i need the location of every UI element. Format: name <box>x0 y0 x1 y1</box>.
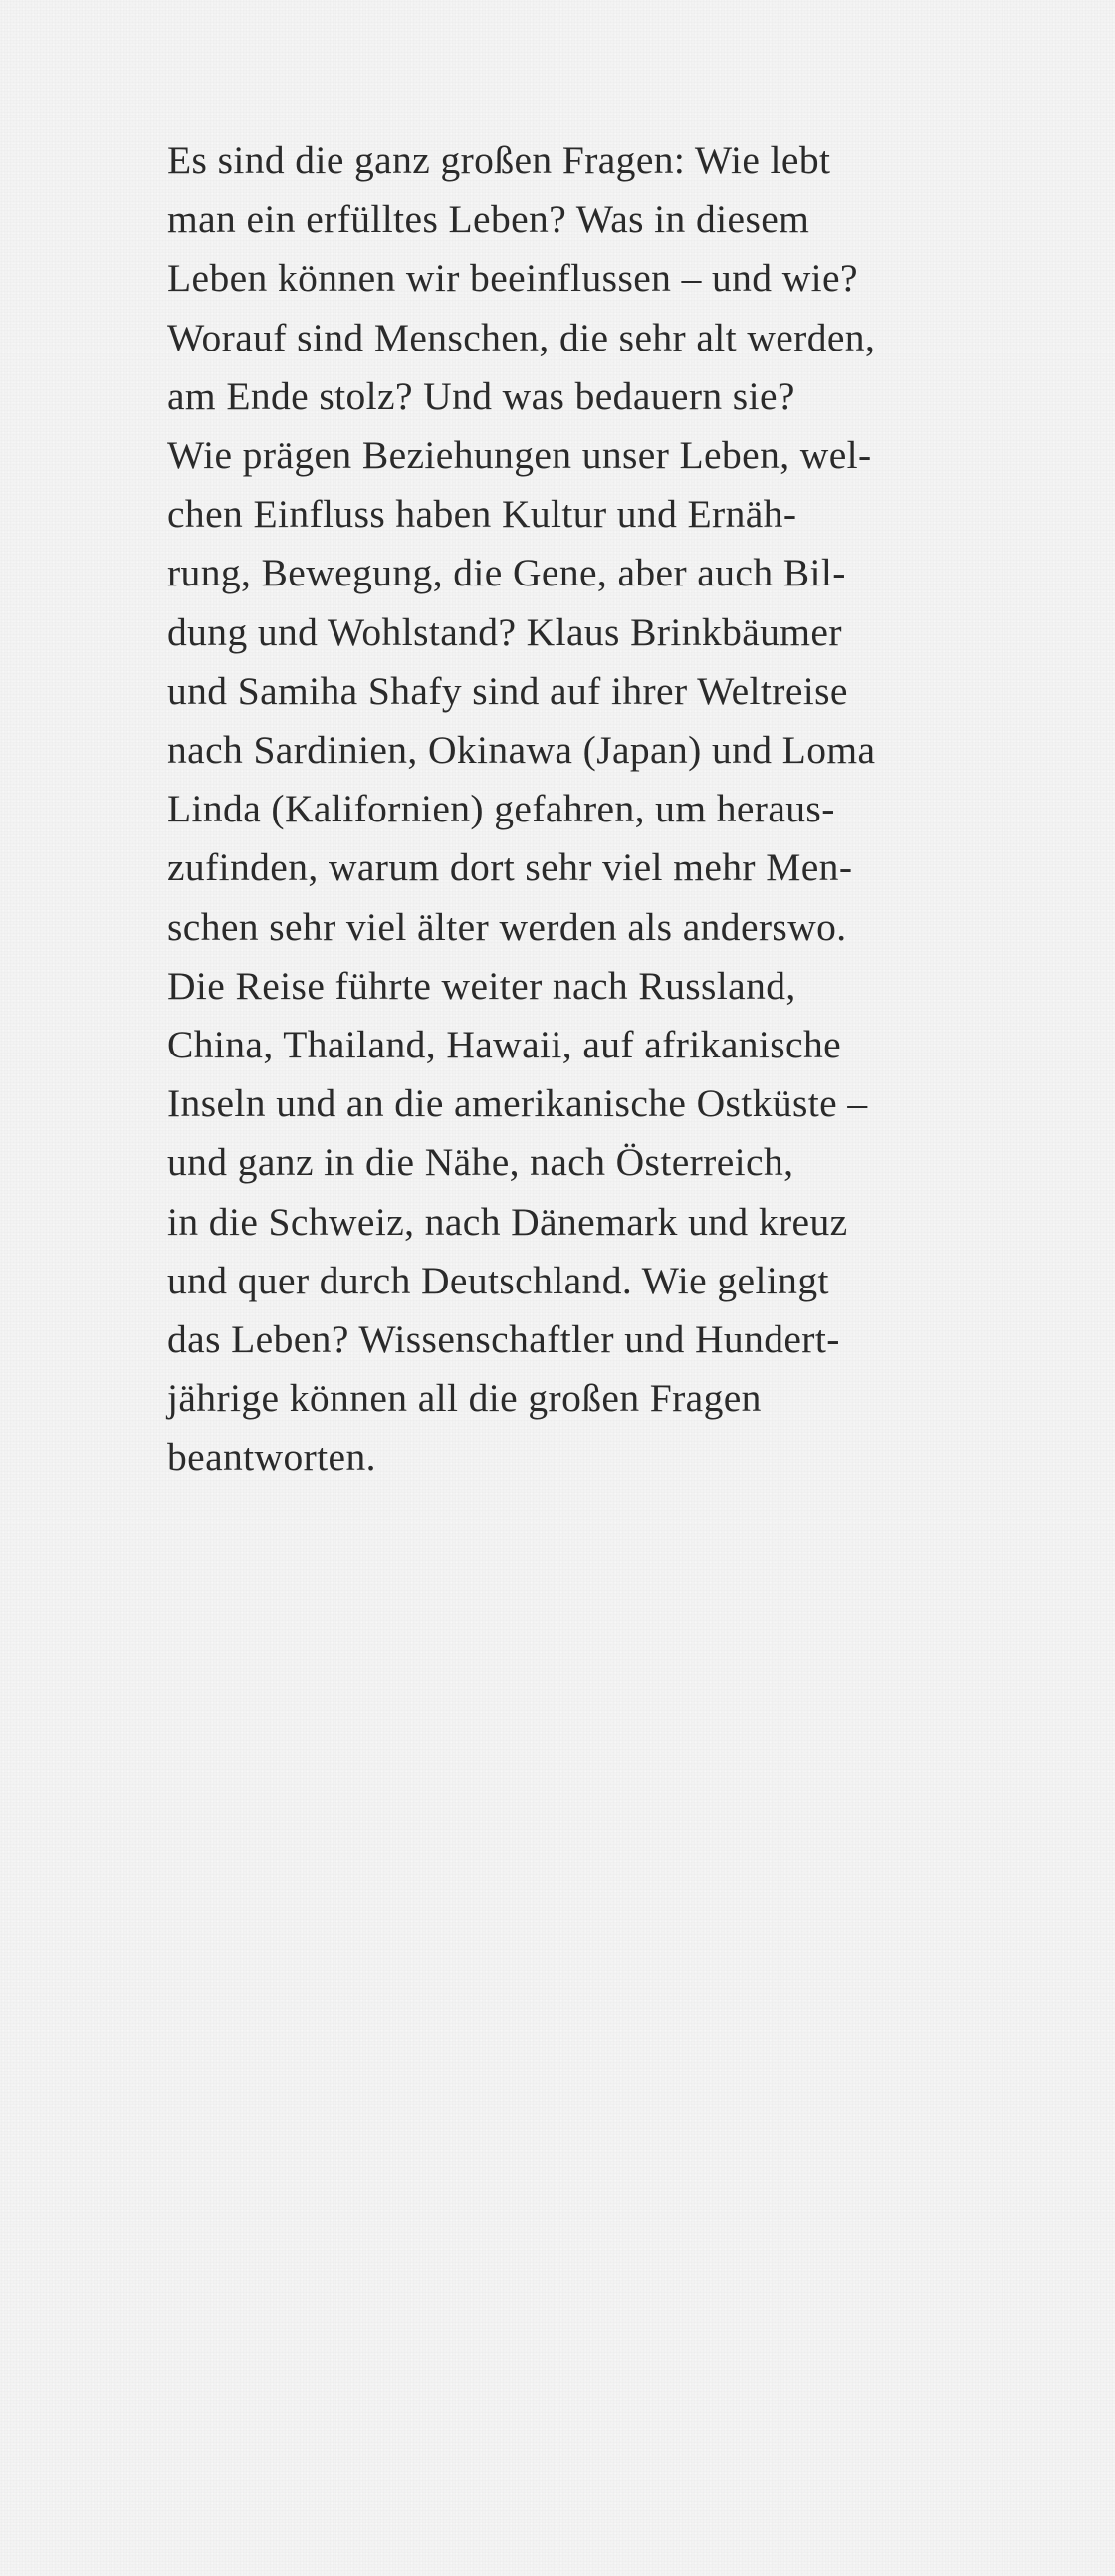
blurb-line: chen Einfluss haben Kultur und Ernäh- <box>167 492 797 537</box>
blurb-line: und Samiha Shafy sind auf ihrer Weltreise <box>167 668 848 713</box>
blurb-line: jährige können all die großen Fragen <box>167 1376 762 1421</box>
blurb-line: dung und Wohlstand? Klaus Brinkbäumer <box>167 609 842 654</box>
blurb-line: Inseln und an die amerikanische Ostküste – <box>167 1081 868 1126</box>
blurb-line: und quer durch Deutschland. Wie gelingt <box>167 1258 829 1302</box>
blurb-line: rung, Bewegung, die Gene, aber auch Bil- <box>167 551 846 595</box>
blurb-line: in die Schweiz, nach Dänemark und kreuz <box>167 1199 848 1244</box>
blurb-line: nach Sardinien, Okinawa (Japan) und Loma <box>167 728 876 773</box>
blurb-line: China, Thailand, Hawaii, auf afrikanische <box>167 1023 842 1067</box>
blurb-line: Es sind die ganz großen Fragen: Wie lebt <box>167 138 831 182</box>
blurb-line: Leben können wir beeinflussen – und wie? <box>167 256 858 301</box>
blurb-line: beantworten. <box>167 1435 376 1480</box>
blurb-line: Linda (Kalifornien) gefahren, um heraus- <box>167 787 835 831</box>
blurb-line: Wie prägen Beziehungen unser Leben, wel- <box>167 433 872 478</box>
blurb-text <box>167 131 1004 1488</box>
blurb-line: schen sehr viel älter werden als anderswo. <box>167 904 847 949</box>
blurb-line: Die Reise führte weiter nach Russland, <box>167 963 796 1008</box>
blurb-line: am Ende stolz? Und was bedauern sie? <box>167 373 795 418</box>
blurb-line: das Leben? Wissenschaftler und Hundert- <box>167 1317 840 1362</box>
blurb-line: man ein erfülltes Leben? Was in diesem <box>167 197 810 242</box>
blurb-line: Worauf sind Menschen, die sehr alt werden, <box>167 315 876 359</box>
blurb-line: und ganz in die Nähe, nach Österreich, <box>167 1140 794 1185</box>
blurb-line: zufinden, warum dort sehr viel mehr Men- <box>167 845 853 890</box>
